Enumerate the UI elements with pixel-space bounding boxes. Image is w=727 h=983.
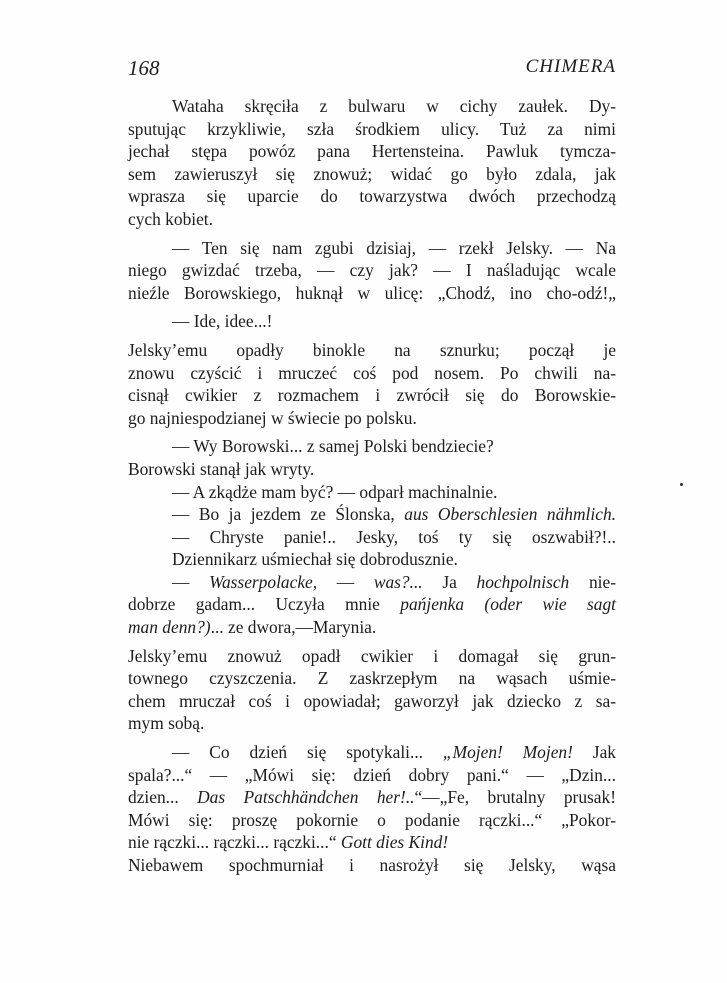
italic-phrase: hochpolnisch: [476, 571, 570, 592]
text-line: [128, 339, 616, 362]
text-line: [128, 854, 616, 877]
italic-phrase: was?...: [373, 571, 423, 592]
text-line: [128, 645, 616, 668]
text-run: Borowski stanął jak wryty.: [128, 458, 315, 479]
text-line: [128, 667, 616, 690]
text-line: [128, 310, 616, 333]
text-run: Jak: [572, 742, 616, 763]
text-run: Wataha skręciła z bulwaru w cichy zaułek. Dy-: [172, 96, 616, 116]
text-run: wprasza się uparcie do towarzystwa dwóch przechodzą: [128, 186, 616, 207]
text-line: [128, 282, 616, 305]
running-head: CHIMERA: [525, 56, 616, 77]
text-run: dzien...: [128, 787, 198, 808]
text-run: ... ze dwora,—Marynia.: [210, 617, 377, 638]
text-run: —: [317, 571, 374, 592]
text-line: [128, 616, 616, 639]
text-line: [128, 237, 616, 260]
page-number: 168: [128, 56, 160, 80]
text-run: nieźle Borowskiego, huknął w ulicę: „Chodź, ino cho-odź!„: [128, 282, 616, 303]
text-line: [128, 163, 616, 186]
text-run: nie-: [569, 571, 616, 592]
text-run: go najniespodzianej w świecie po polsku.: [128, 407, 417, 428]
text-line: [128, 690, 616, 713]
paper-speck: [680, 483, 683, 486]
text-line: [128, 481, 616, 504]
text-run: nie rączki... rączki... rączki...“: [128, 832, 341, 853]
text-run: sputując krzykliwie, szła środkiem ulicy. Tuż za nimi: [128, 118, 616, 139]
italic-phrase: „Mojen! Mojen!: [442, 742, 573, 763]
text-run: Jelsky’emu znowuż opadł cwikier i domagał się grun-: [128, 645, 616, 666]
text-line: [128, 435, 616, 458]
body-text: [128, 95, 616, 877]
text-line: [128, 259, 616, 282]
text-run: — Wy Borowski... z samej Polski bendziecie?: [172, 436, 494, 457]
text-line: [128, 208, 616, 231]
text-run: — Ten się nam zgubi dzisiaj, — rzekł Jelsky. — Na: [172, 237, 616, 258]
text-run: Ja: [422, 571, 477, 592]
text-run: — Co dzień się spotykali...: [172, 742, 443, 763]
italic-phrase: Das Patschhändchen her!..: [197, 787, 415, 808]
italic-phrase: man denn?): [128, 617, 211, 638]
text-run: — A zkądże mam być? — odparł machinalnie.: [172, 481, 498, 502]
text-run: — Chryste panie!.. Jesky, toś ty się oszwabił?!..: [172, 526, 616, 547]
text-run: jechał stępa powóz pana Hertensteina. Pawluk tymcza-: [128, 141, 616, 162]
text-run: chem mruczał coś i opowiadał; gaworzył jak dziecko z sa-: [128, 690, 616, 711]
italic-phrase: aus Oberschlesien nähmlich.: [404, 504, 616, 525]
text-line: [128, 593, 616, 616]
text-line: [128, 503, 616, 526]
text-line: [128, 185, 616, 208]
text-line: [128, 95, 616, 118]
text-run: dobrze gadam... Uczyła mnie: [128, 594, 401, 615]
text-line: [128, 362, 616, 385]
text-run: “—„Fe, brutalny prusak!: [414, 787, 616, 808]
text-line: [128, 548, 616, 571]
text-run: —: [172, 571, 210, 592]
text-line: [128, 809, 616, 832]
text-line: [128, 831, 616, 854]
text-run: cisnął cwikier z rozmachem i zwrócił się do Borowskie-: [128, 385, 616, 406]
text-run: townego czyszczenia. Z zaskrzepłym na wąsach uśmie-: [128, 668, 616, 689]
italic-phrase: Gott dies Kind!: [340, 832, 449, 853]
text-line: [128, 118, 616, 141]
text-line: [128, 407, 616, 430]
text-line: [128, 526, 616, 549]
text-run: — Bo ja jezdem ze Ślonska,: [172, 504, 405, 525]
page-header: [128, 56, 616, 82]
text-run: sem zawieruszył się znowuż; widać go było zdala, jak: [128, 163, 616, 184]
text-run: Dziennikarz uśmiechał się dobrodusznie.: [172, 549, 458, 570]
text-line: [128, 458, 616, 481]
text-line: [128, 741, 616, 764]
text-line: [128, 571, 616, 594]
text-run: Niebawem spochmurniał i nasrożył się Jelsky, wąsa: [128, 855, 616, 875]
text-run: znowu czyścić i mruczeć coś pod nosem. Po chwili na-: [128, 362, 616, 383]
text-line: [128, 384, 616, 407]
italic-phrase: Wasserpolacke,: [209, 571, 318, 592]
text-line: [128, 764, 616, 787]
text-line: [128, 712, 616, 735]
text-run: — Ide, idee...!: [172, 311, 273, 332]
text-run: Jelsky’emu opadły binokle na sznurku; począł je: [128, 339, 616, 360]
text-run: cych kobiet.: [128, 208, 213, 229]
text-run: niego gwizdać trzeba, — czy jak? — I naśladując wcale: [128, 260, 616, 281]
text-line: [128, 140, 616, 163]
text-run: Mówi się: proszę pokornie o podanie rączki...“ „Pokor-: [128, 809, 616, 830]
text-run: spala?...“ — „Mówi się: dzień dobry pani.“ — „Dzin...: [128, 764, 616, 785]
italic-phrase: pańjenka (oder wie sagt: [400, 594, 616, 615]
text-run: mym sobą.: [128, 713, 205, 734]
text-line: [128, 786, 616, 809]
